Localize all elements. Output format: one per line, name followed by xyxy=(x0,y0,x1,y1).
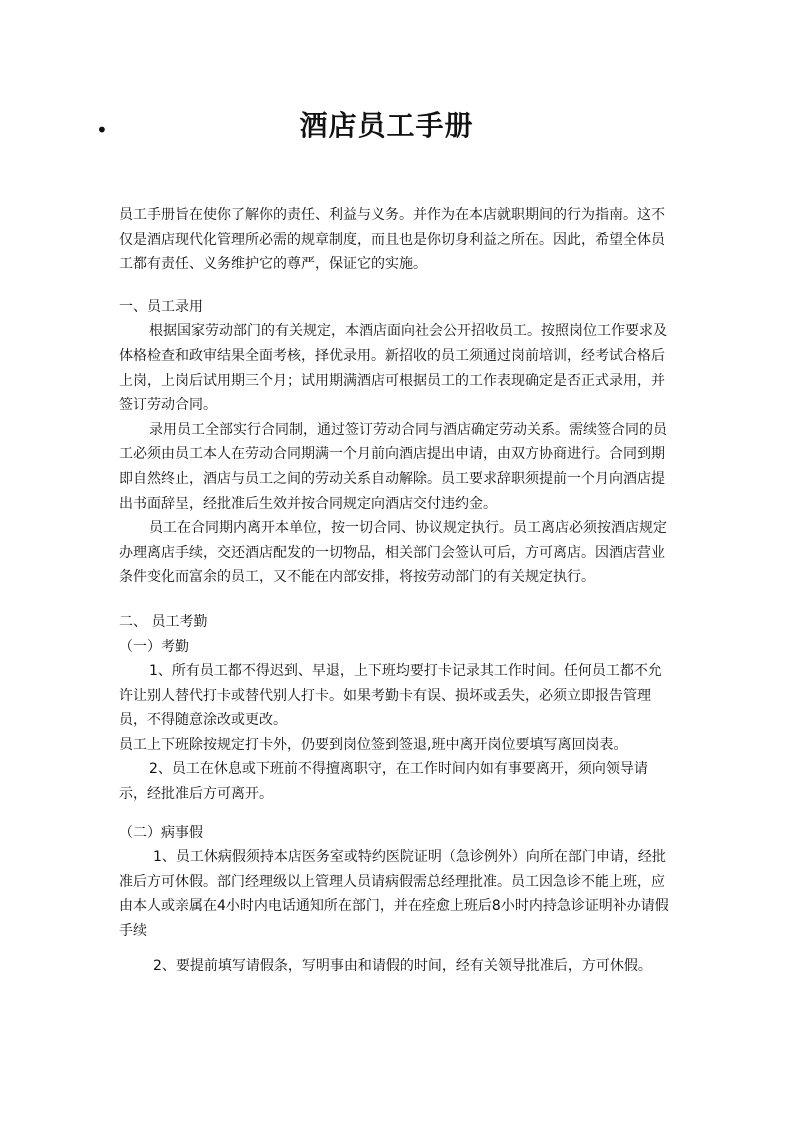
page-title: 酒店员工手册 xyxy=(299,109,474,142)
attendance-item-2: 2、员工在休息或下班前不得擅离职守，在工作时间内如有事要离开，须向领导请示，经批准后方可离开。 xyxy=(119,761,648,803)
leave-item-2: 2、要提前填写请假条，写明事由和请假的时间，经有关领导批准后，方可休假。 xyxy=(153,957,652,974)
recruitment-paragraph-3: 员工在合同期内离开本单位，按一切合同、协议规定执行。员工离店必须按酒店规定办理离店手续，交还酒店配发的一切物品，相关部门会签认可后，方可离店。因酒店营业条件变化而富余的员工，又不能在内部安排，将按劳动部门的有关规定执行。 xyxy=(119,520,667,586)
bullet-mark: • xyxy=(96,118,108,142)
attendance-item-1: 1、所有员工都不得迟到、早退，上下班均要打卡记录其工作时间。任何员工都不允许让别人替代打卡或替代别人打卡。如果考勤卡有误、损坏或丢失，必须立即报告管理员，不得随意涂改或更改。 xyxy=(119,663,662,729)
leave-item-1: 1、员工休病假须持本店医务室或特约医院证明（急诊例外）向所在部门申请，经批准后方可休假。部门经理级以上管理人员请病假需总经理批准。员工因急诊不能上班，应由本人或亲属在4小时内电话通知所在部门，并在痊愈上班后8小时内持急诊证明补办请假手续 xyxy=(119,849,669,940)
document-body xyxy=(119,203,675,978)
intro-paragraph: 员工手册旨在使你了解你的责任、利益与义务。并作为在本店就职期间的行为指南。这不仅是酒店现代化管理所必需的规章制度，而且也是你切身利益之所在。因此，希望全体员工都有责任、义务维护它的尊严，保证它的实施。 xyxy=(119,207,665,273)
section-heading-attendance: 二、 员工考勤 xyxy=(119,613,208,630)
recruitment-paragraph-2: 录用员工全部实行合同制，通过签订劳动合同与酒店确定劳动关系。需续签合同的员工必须由员工本人在劳动合同期满一个月前向酒店提出申请，由双方协商进行。合同到期即自然终止，酒店与员工之间的劳动关系自动解除。员工要求辞职须提前一个月向酒店提出书面辞呈，经批准后生效并按合同规定向酒店交付违约金。 xyxy=(119,421,667,512)
attendance-item-1-note: 员工上下班除按规定打卡外，仍要到岗位签到签退,班中离开岗位要填写离回岗表。 xyxy=(119,736,628,753)
recruitment-paragraph-1: 根据国家劳动部门的有关规定，本酒店面向社会公开招收员工。按照岗位工作要求及体格检查和政审结果全面考核，择优录用。新招收的员工须通过岗前培训，经考试合格后上岗，上岗后试用期三个月；试用期满酒店可根据员工的工作表现确定是否正式录用，并签订劳动合同。 xyxy=(119,323,667,414)
section-heading-recruitment: 一、员工录用 xyxy=(119,298,203,315)
subsection-heading-attendance: （一）考勤 xyxy=(119,638,189,655)
subsection-heading-leave: （二）病事假 xyxy=(119,824,203,841)
